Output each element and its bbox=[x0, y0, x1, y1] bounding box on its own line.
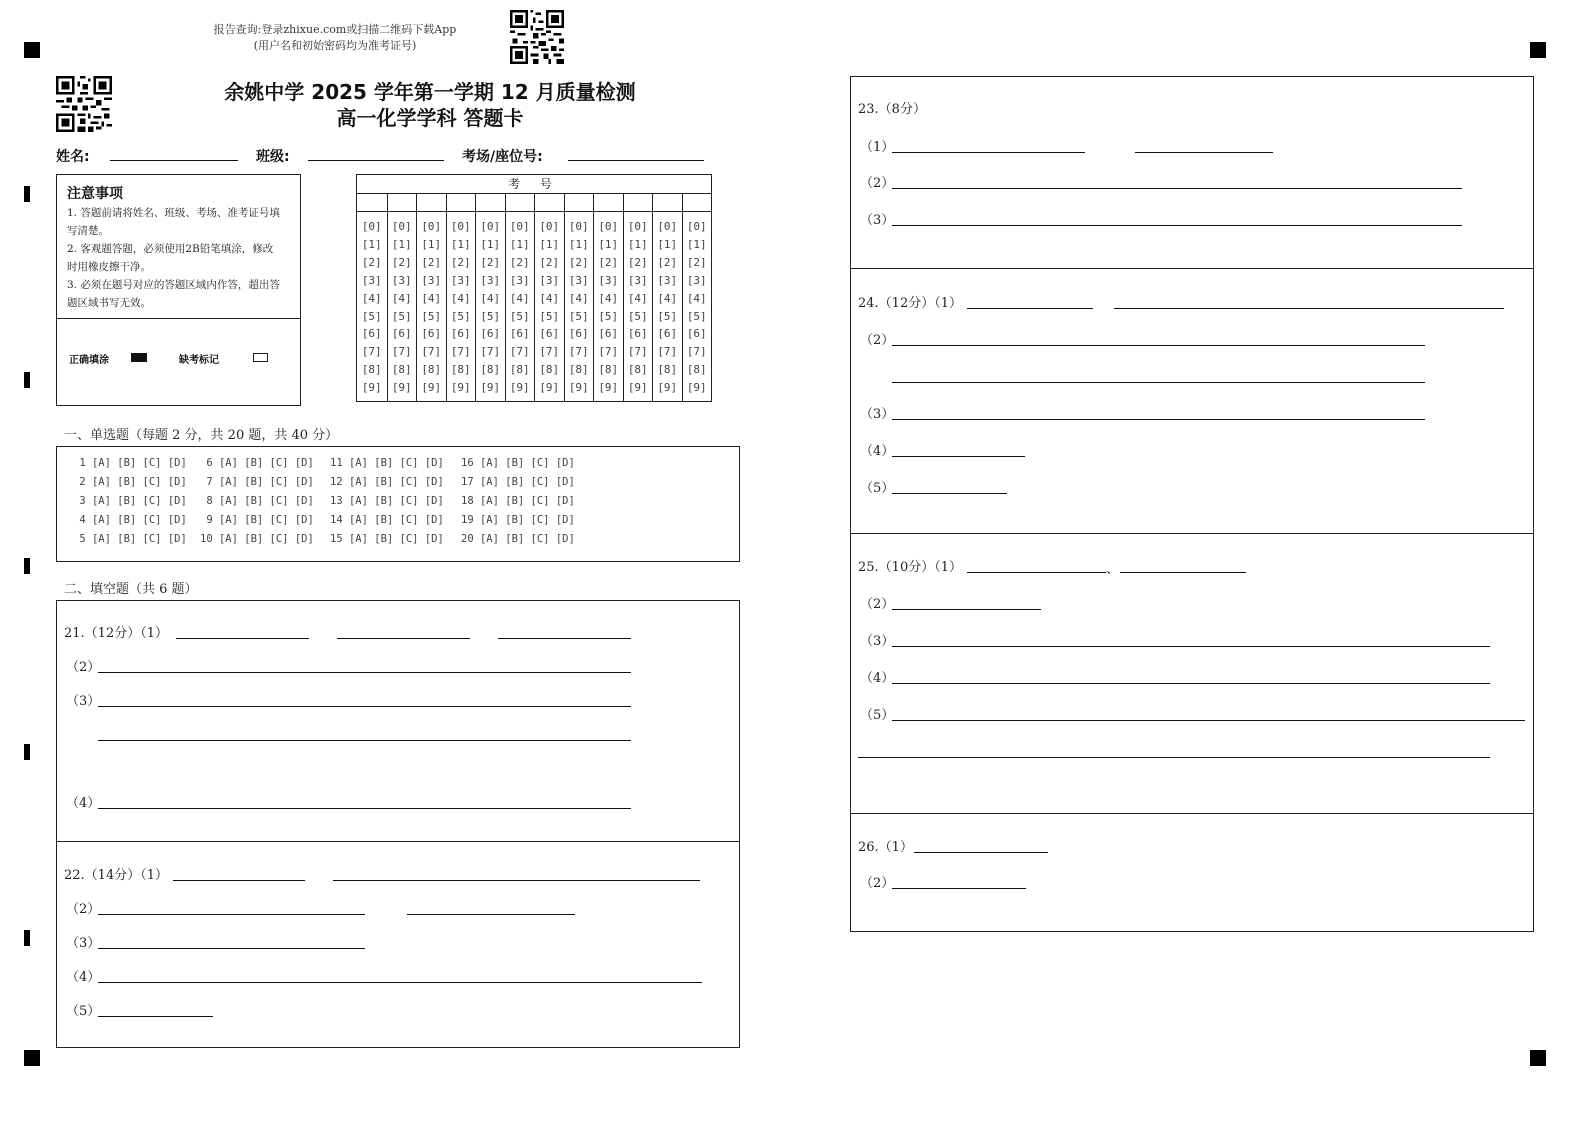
name-label: 姓名: bbox=[56, 149, 90, 165]
q23-1-blank-a[interactable] bbox=[892, 152, 1085, 153]
exam-id-digit-bubble[interactable]: [1] bbox=[657, 237, 678, 251]
report-query-line2: (用户名和初始密码均为准考证号) bbox=[253, 39, 417, 52]
q21-1-blank-b[interactable] bbox=[337, 638, 470, 639]
exam-id-digit-bubble[interactable]: [8] bbox=[421, 363, 442, 377]
mc-question-row[interactable]: 12 [A] [B] [C] [D] bbox=[330, 476, 444, 488]
q26-1-label: 26.（1） bbox=[858, 840, 913, 855]
mc-answer-box bbox=[56, 446, 740, 562]
exam-id-write-cell[interactable] bbox=[388, 193, 417, 212]
exam-id-digit-bubble[interactable]: [3] bbox=[686, 273, 707, 287]
q25-5-blank-b[interactable] bbox=[858, 757, 1490, 758]
q21-1-blank-a[interactable] bbox=[176, 638, 309, 639]
exam-id-column bbox=[475, 193, 505, 402]
corner-marker-bottom-left bbox=[24, 1050, 40, 1066]
exam-id-digit-bubble[interactable]: [4] bbox=[480, 291, 501, 305]
exam-id-digit-bubble[interactable]: [5] bbox=[598, 309, 619, 323]
mc-question-row[interactable]: 1 [A] [B] [C] [D] bbox=[73, 457, 187, 469]
exam-id-digit-bubble[interactable]: [4] bbox=[509, 291, 530, 305]
notice-title: 注意事项 bbox=[67, 186, 123, 202]
q26-1-blank[interactable] bbox=[914, 852, 1048, 853]
exam-id-digit-bubble[interactable]: [9] bbox=[391, 381, 412, 395]
exam-id-digit-bubble[interactable]: [6] bbox=[539, 327, 560, 341]
seat-field[interactable] bbox=[568, 160, 704, 161]
q22-3-label: （3） bbox=[66, 936, 101, 951]
q21-q22-divider bbox=[56, 841, 740, 842]
q22-4-blank[interactable] bbox=[98, 982, 702, 983]
exam-id-digit-bubble[interactable]: [1] bbox=[627, 237, 648, 251]
q21-2-label: （2） bbox=[66, 660, 101, 675]
notice-divider bbox=[57, 318, 300, 319]
exam-id-digit-bubble[interactable]: [9] bbox=[686, 381, 707, 395]
exam-id-digit-bubble[interactable]: [9] bbox=[568, 381, 589, 395]
q23-3-label: （3） bbox=[860, 213, 895, 228]
q24-4-label: （4） bbox=[860, 444, 895, 459]
q23-2-label: （2） bbox=[860, 176, 895, 191]
exam-id-digit-bubble[interactable]: [6] bbox=[450, 327, 471, 341]
exam-id-digit-bubble[interactable]: [0] bbox=[568, 220, 589, 233]
correct-fill-label: 正确填涂 bbox=[69, 355, 109, 366]
exam-id-digit-bubble[interactable]: [7] bbox=[627, 345, 648, 359]
mc-question-row[interactable]: 7 [A] [B] [C] [D] bbox=[200, 476, 314, 488]
exam-id-digit-bubble[interactable]: [7] bbox=[450, 345, 471, 359]
notice-box bbox=[56, 174, 301, 406]
q22-5-blank[interactable] bbox=[98, 1016, 213, 1017]
exam-id-write-cell[interactable] bbox=[476, 193, 505, 212]
q25-2-blank[interactable] bbox=[892, 609, 1041, 610]
notice-item-2: 2. 客观题答题，必须使用2B铅笔填涂，修改时用橡皮擦干净。 bbox=[67, 243, 274, 273]
exam-id-digit-bubble[interactable]: [2] bbox=[421, 255, 442, 269]
exam-id-digit-bubble[interactable]: [9] bbox=[450, 381, 471, 395]
exam-id-column bbox=[623, 193, 653, 402]
exam-id-digit-bubble[interactable]: [2] bbox=[450, 255, 471, 269]
exam-id-digit-bubble[interactable]: [4] bbox=[421, 291, 442, 305]
absent-mark-checkbox[interactable] bbox=[253, 353, 268, 362]
exam-id-write-cell[interactable] bbox=[653, 193, 682, 212]
mc-question-row[interactable]: 15 [A] [B] [C] [D] bbox=[330, 533, 444, 545]
exam-id-digit-bubble[interactable]: [9] bbox=[421, 381, 442, 395]
q22-2-blank-a[interactable] bbox=[98, 914, 365, 915]
exam-id-digit-bubble[interactable]: [9] bbox=[480, 381, 501, 395]
exam-id-column bbox=[505, 193, 535, 402]
mc-question-row[interactable]: 17 [A] [B] [C] [D] bbox=[461, 476, 575, 488]
exam-id-digit-bubble[interactable]: [2] bbox=[509, 255, 530, 269]
exam-id-digit-bubble[interactable]: [6] bbox=[509, 327, 530, 341]
q23-q24-divider bbox=[850, 268, 1534, 269]
exam-id-digit-bubble[interactable]: [4] bbox=[361, 291, 382, 305]
q23-3-blank[interactable] bbox=[892, 225, 1462, 226]
exam-id-column bbox=[416, 193, 446, 402]
correct-fill-sample bbox=[131, 353, 147, 362]
qr-code-answer-sheet bbox=[56, 76, 112, 132]
exam-id-digit-bubble[interactable]: [4] bbox=[391, 291, 412, 305]
exam-id-digit-bubble[interactable]: [6] bbox=[686, 327, 707, 341]
exam-id-digit-bubble[interactable]: [1] bbox=[391, 237, 412, 251]
q24-5-label: （5） bbox=[860, 481, 895, 496]
exam-id-digit-bubble[interactable]: [7] bbox=[686, 345, 707, 359]
q24-3-blank[interactable] bbox=[892, 419, 1425, 420]
q22-2-blank-b[interactable] bbox=[407, 914, 575, 915]
exam-id-write-cell[interactable] bbox=[683, 193, 712, 212]
exam-id-digit-bubble[interactable]: [7] bbox=[598, 345, 619, 359]
exam-id-digit-bubble[interactable]: [9] bbox=[361, 381, 382, 395]
q22-5-label: （5） bbox=[66, 1004, 101, 1019]
q22-3-blank[interactable] bbox=[98, 948, 365, 949]
report-query-line1: 报告查询:登录zhixue.com或扫描二维码下载App bbox=[213, 23, 457, 36]
mc-question-row[interactable]: 5 [A] [B] [C] [D] bbox=[73, 533, 187, 545]
exam-id-digit-bubble[interactable]: [0] bbox=[421, 220, 442, 233]
q25-2-label: （2） bbox=[860, 597, 895, 612]
exam-id-digit-bubble[interactable]: [5] bbox=[480, 309, 501, 323]
exam-id-digit-bubble[interactable]: [8] bbox=[686, 363, 707, 377]
q24-3-label: （3） bbox=[860, 407, 895, 422]
exam-id-digit-bubble[interactable]: [5] bbox=[686, 309, 707, 323]
q25-label: 25.（10分）（1） bbox=[858, 560, 962, 575]
exam-id-digit-bubble[interactable]: [2] bbox=[391, 255, 412, 269]
mc-question-row[interactable]: 16 [A] [B] [C] [D] bbox=[461, 457, 575, 469]
exam-id-digit-bubble[interactable]: [7] bbox=[480, 345, 501, 359]
exam-id-digit-bubble[interactable]: [7] bbox=[539, 345, 560, 359]
q25-3-blank[interactable] bbox=[892, 646, 1490, 647]
exam-id-digit-bubble[interactable]: [0] bbox=[509, 220, 530, 233]
exam-id-digit-bubble[interactable]: [4] bbox=[627, 291, 648, 305]
exam-id-column bbox=[446, 193, 476, 402]
exam-id-digit-bubble[interactable]: [1] bbox=[686, 237, 707, 251]
exam-id-column bbox=[593, 193, 623, 402]
exam-id-digit-bubble[interactable]: [8] bbox=[480, 363, 501, 377]
q22-4-label: （4） bbox=[66, 970, 101, 985]
exam-id-digit-bubble[interactable]: [1] bbox=[421, 237, 442, 251]
exam-id-digit-bubble[interactable]: [8] bbox=[568, 363, 589, 377]
exam-id-column bbox=[357, 193, 387, 402]
q25-5-blank-a[interactable] bbox=[892, 720, 1525, 721]
exam-id-digit-bubble[interactable]: [4] bbox=[598, 291, 619, 305]
exam-id-digit-bubble[interactable]: [5] bbox=[627, 309, 648, 323]
exam-id-digit-bubble[interactable]: [6] bbox=[391, 327, 412, 341]
notice-item-1: 1. 答题前请将姓名、班级、考场、准考证号填写清楚。 bbox=[67, 207, 280, 237]
mc-question-row[interactable]: 3 [A] [B] [C] [D] bbox=[73, 495, 187, 507]
mc-question-row[interactable]: 2 [A] [B] [C] [D] bbox=[73, 476, 187, 488]
exam-id-digit-bubble[interactable]: [7] bbox=[421, 345, 442, 359]
notice-item-3: 3. 必须在题号对应的答题区域内作答，超出答题区域书写无效。 bbox=[67, 279, 280, 309]
q26-2-blank[interactable] bbox=[892, 888, 1026, 889]
report-query-note bbox=[205, 22, 465, 54]
q24-5-blank[interactable] bbox=[892, 493, 1007, 494]
q23-1-label: （1） bbox=[860, 140, 895, 155]
q22-1-blank-b[interactable] bbox=[333, 880, 700, 881]
q22-1-blank-a[interactable] bbox=[173, 880, 305, 881]
exam-id-digit-bubble[interactable]: [3] bbox=[391, 273, 412, 287]
exam-id-digit-bubble[interactable]: [2] bbox=[627, 255, 648, 269]
q24-2-label: （2） bbox=[860, 333, 895, 348]
exam-id-digit-bubble[interactable]: [6] bbox=[627, 327, 648, 341]
section2-title: 二、填空题（共 6 题） bbox=[64, 582, 198, 597]
timing-mark bbox=[24, 186, 30, 202]
exam-id-digit-bubble[interactable]: [3] bbox=[421, 273, 442, 287]
q21-3-blank-a[interactable] bbox=[98, 706, 631, 707]
exam-id-digit-bubble[interactable]: [9] bbox=[657, 381, 678, 395]
mc-question-row[interactable]: 14 [A] [B] [C] [D] bbox=[330, 514, 444, 526]
exam-id-digit-bubble[interactable]: [5] bbox=[657, 309, 678, 323]
exam-id-digit-bubble[interactable]: [7] bbox=[568, 345, 589, 359]
exam-id-digit-bubble[interactable]: [3] bbox=[450, 273, 471, 287]
q24-label: 24.（12分）（1） bbox=[858, 296, 962, 311]
exam-id-write-cell[interactable] bbox=[565, 193, 594, 212]
exam-id-digit-bubble[interactable]: [1] bbox=[450, 237, 471, 251]
section1-title: 一、单选题（每题 2 分，共 20 题，共 40 分） bbox=[64, 428, 339, 443]
exam-id-digit-bubble[interactable]: [8] bbox=[509, 363, 530, 377]
exam-id-digit-bubble[interactable]: [8] bbox=[539, 363, 560, 377]
exam-id-write-cell[interactable] bbox=[417, 193, 446, 212]
exam-id-column bbox=[564, 193, 594, 402]
exam-id-digit-bubble[interactable]: [5] bbox=[509, 309, 530, 323]
exam-id-digit-bubble[interactable]: [0] bbox=[686, 220, 707, 233]
seat-label: 考场/座位号: bbox=[462, 149, 543, 165]
exam-id-digit-bubble[interactable]: [3] bbox=[568, 273, 589, 287]
exam-id-digit-bubble[interactable]: [1] bbox=[480, 237, 501, 251]
q21-3-blank-b[interactable] bbox=[98, 740, 631, 741]
qr-code-download-app[interactable] bbox=[510, 10, 564, 64]
mc-question-row[interactable]: 13 [A] [B] [C] [D] bbox=[330, 495, 444, 507]
exam-id-digit-bubble[interactable]: [8] bbox=[450, 363, 471, 377]
q22-2-label: （2） bbox=[66, 902, 101, 917]
exam-id-digit-bubble[interactable]: [1] bbox=[568, 237, 589, 251]
exam-id-digit-bubble[interactable]: [0] bbox=[361, 220, 382, 233]
exam-id-digit-bubble[interactable]: [6] bbox=[568, 327, 589, 341]
q21-label: 21.（12分）（1） bbox=[64, 626, 168, 641]
mc-question-row[interactable]: 10 [A] [B] [C] [D] bbox=[200, 533, 314, 545]
q25-3-label: （3） bbox=[860, 634, 895, 649]
q25-4-label: （4） bbox=[860, 671, 895, 686]
exam-id-digit-bubble[interactable]: [9] bbox=[627, 381, 648, 395]
timing-mark bbox=[24, 744, 30, 760]
exam-id-digit-bubble[interactable]: [0] bbox=[657, 220, 678, 233]
exam-subtitle: 高一化学学科 答题卡 bbox=[336, 106, 524, 130]
exam-id-digit-bubble[interactable]: [8] bbox=[657, 363, 678, 377]
exam-id-digit-bubble[interactable]: [1] bbox=[539, 237, 560, 251]
q24-2-blank-a[interactable] bbox=[892, 345, 1425, 346]
q25-1-separator: 、 bbox=[1106, 562, 1120, 577]
exam-id-digit-bubble[interactable]: [0] bbox=[627, 220, 648, 233]
exam-id-digit-bubble[interactable]: [1] bbox=[361, 237, 382, 251]
fill-answer-box-left bbox=[56, 600, 740, 1048]
exam-id-digit-bubble[interactable]: [8] bbox=[627, 363, 648, 377]
q21-1-blank-c[interactable] bbox=[498, 638, 631, 639]
q23-label: 23.（8分） bbox=[858, 102, 926, 117]
absent-mark-label: 缺考标记 bbox=[179, 355, 219, 366]
q24-1-blank-a[interactable] bbox=[967, 308, 1093, 309]
q25-q26-divider bbox=[850, 813, 1534, 814]
exam-id-digit-bubble[interactable]: [9] bbox=[539, 381, 560, 395]
exam-title: 余姚中学 2025 学年第一学期 12 月质量检测 bbox=[224, 80, 636, 104]
exam-id-digit-bubble[interactable]: [2] bbox=[686, 255, 707, 269]
mc-question-row[interactable]: 8 [A] [B] [C] [D] bbox=[200, 495, 314, 507]
exam-id-digit-bubble[interactable]: [2] bbox=[657, 255, 678, 269]
exam-id-column bbox=[682, 193, 712, 402]
mc-question-row[interactable]: 19 [A] [B] [C] [D] bbox=[461, 514, 575, 526]
class-label: 班级: bbox=[256, 149, 290, 165]
q21-4-blank[interactable] bbox=[98, 808, 631, 809]
exam-id-digit-bubble[interactable]: [2] bbox=[361, 255, 382, 269]
exam-id-digit-bubble[interactable]: [6] bbox=[657, 327, 678, 341]
q21-4-label: （4） bbox=[66, 796, 101, 811]
exam-id-digit-bubble[interactable]: [7] bbox=[657, 345, 678, 359]
exam-id-digit-bubble[interactable]: [4] bbox=[539, 291, 560, 305]
timing-mark bbox=[24, 930, 30, 946]
exam-id-digit-bubble[interactable]: [2] bbox=[480, 255, 501, 269]
corner-marker-top-left bbox=[24, 42, 40, 58]
exam-id-digit-bubble[interactable]: [1] bbox=[509, 237, 530, 251]
q25-1-blank-a[interactable] bbox=[967, 572, 1106, 573]
exam-id-digit-bubble[interactable]: [3] bbox=[598, 273, 619, 287]
exam-id-digit-bubble[interactable]: [6] bbox=[598, 327, 619, 341]
q21-3-label: （3） bbox=[66, 694, 101, 709]
exam-id-digit-bubble[interactable]: [5] bbox=[421, 309, 442, 323]
exam-id-digit-bubble[interactable]: [5] bbox=[391, 309, 412, 323]
exam-id-write-cell[interactable] bbox=[447, 193, 476, 212]
exam-id-title: 考 号 bbox=[357, 175, 711, 194]
name-field[interactable] bbox=[110, 160, 238, 161]
q25-4-blank[interactable] bbox=[892, 683, 1490, 684]
class-field[interactable] bbox=[308, 160, 444, 161]
exam-id-digit-bubble[interactable]: [2] bbox=[568, 255, 589, 269]
mc-question-row[interactable]: 20 [A] [B] [C] [D] bbox=[461, 533, 575, 545]
exam-id-digit-bubble[interactable]: [0] bbox=[450, 220, 471, 233]
exam-id-digit-bubble[interactable]: [0] bbox=[391, 220, 412, 233]
exam-id-digit-bubble[interactable]: [4] bbox=[450, 291, 471, 305]
exam-id-write-cell[interactable] bbox=[357, 193, 387, 212]
exam-id-digit-bubble[interactable]: [8] bbox=[361, 363, 382, 377]
mc-question-row[interactable]: 18 [A] [B] [C] [D] bbox=[461, 495, 575, 507]
exam-id-digit-bubble[interactable]: [6] bbox=[361, 327, 382, 341]
exam-id-digit-bubble[interactable]: [0] bbox=[598, 220, 619, 233]
exam-id-digit-bubble[interactable]: [0] bbox=[480, 220, 501, 233]
exam-id-digit-bubble[interactable]: [3] bbox=[509, 273, 530, 287]
q24-4-blank[interactable] bbox=[892, 456, 1025, 457]
q24-2-blank-b[interactable] bbox=[892, 382, 1425, 383]
exam-id-column bbox=[652, 193, 682, 402]
exam-id-write-cell[interactable] bbox=[535, 193, 564, 212]
exam-id-digit-bubble[interactable]: [6] bbox=[480, 327, 501, 341]
exam-id-write-cell[interactable] bbox=[624, 193, 653, 212]
exam-id-digit-bubble[interactable]: [5] bbox=[568, 309, 589, 323]
exam-id-write-cell[interactable] bbox=[506, 193, 535, 212]
mc-question-row[interactable]: 4 [A] [B] [C] [D] bbox=[73, 514, 187, 526]
exam-id-digit-bubble[interactable]: [2] bbox=[598, 255, 619, 269]
exam-id-digit-bubble[interactable]: [8] bbox=[598, 363, 619, 377]
exam-id-digit-bubble[interactable]: [9] bbox=[598, 381, 619, 395]
q25-1-blank-b[interactable] bbox=[1120, 572, 1246, 573]
exam-id-digit-bubble[interactable]: [7] bbox=[361, 345, 382, 359]
q23-1-blank-b[interactable] bbox=[1135, 152, 1273, 153]
exam-id-digit-bubble[interactable]: [3] bbox=[480, 273, 501, 287]
exam-id-column bbox=[534, 193, 564, 402]
mc-question-row[interactable]: 9 [A] [B] [C] [D] bbox=[200, 514, 314, 526]
exam-id-digit-bubble[interactable]: [6] bbox=[421, 327, 442, 341]
exam-id-digit-bubble[interactable]: [4] bbox=[657, 291, 678, 305]
fill-answer-box-right bbox=[850, 76, 1534, 932]
exam-id-digit-bubble[interactable]: [7] bbox=[509, 345, 530, 359]
exam-id-column bbox=[387, 193, 417, 402]
q24-q25-divider bbox=[850, 533, 1534, 534]
exam-id-digit-bubble[interactable]: [3] bbox=[657, 273, 678, 287]
mc-question-row[interactable]: 11 [A] [B] [C] [D] bbox=[330, 457, 444, 469]
q23-2-blank[interactable] bbox=[892, 188, 1462, 189]
exam-id-digit-bubble[interactable]: [3] bbox=[361, 273, 382, 287]
exam-id-digit-bubble[interactable]: [5] bbox=[361, 309, 382, 323]
exam-id-digit-bubble[interactable]: [5] bbox=[450, 309, 471, 323]
q22-label: 22.（14分）（1） bbox=[64, 868, 168, 883]
exam-id-digit-bubble[interactable]: [2] bbox=[539, 255, 560, 269]
exam-id-digit-bubble[interactable]: [8] bbox=[391, 363, 412, 377]
mc-question-row[interactable]: 6 [A] [B] [C] [D] bbox=[200, 457, 314, 469]
exam-id-digit-bubble[interactable]: [9] bbox=[509, 381, 530, 395]
timing-mark bbox=[24, 558, 30, 574]
exam-id-grid bbox=[356, 174, 712, 402]
exam-id-digit-bubble[interactable]: [3] bbox=[627, 273, 648, 287]
exam-id-write-cell[interactable] bbox=[594, 193, 623, 212]
timing-mark bbox=[24, 372, 30, 388]
q24-1-blank-b[interactable] bbox=[1114, 308, 1504, 309]
q25-5-label: （5） bbox=[860, 708, 895, 723]
exam-id-digit-bubble[interactable]: [1] bbox=[598, 237, 619, 251]
exam-id-digit-bubble[interactable]: [4] bbox=[686, 291, 707, 305]
corner-marker-top-right bbox=[1530, 42, 1546, 58]
exam-id-digit-bubble[interactable]: [3] bbox=[539, 273, 560, 287]
exam-id-digit-bubble[interactable]: [5] bbox=[539, 309, 560, 323]
exam-id-digit-bubble[interactable]: [7] bbox=[391, 345, 412, 359]
corner-marker-bottom-right bbox=[1530, 1050, 1546, 1066]
exam-id-digit-bubble[interactable]: [4] bbox=[568, 291, 589, 305]
q26-2-label: （2） bbox=[860, 876, 895, 891]
q21-2-blank[interactable] bbox=[98, 672, 631, 673]
exam-id-digit-bubble[interactable]: [0] bbox=[539, 220, 560, 233]
